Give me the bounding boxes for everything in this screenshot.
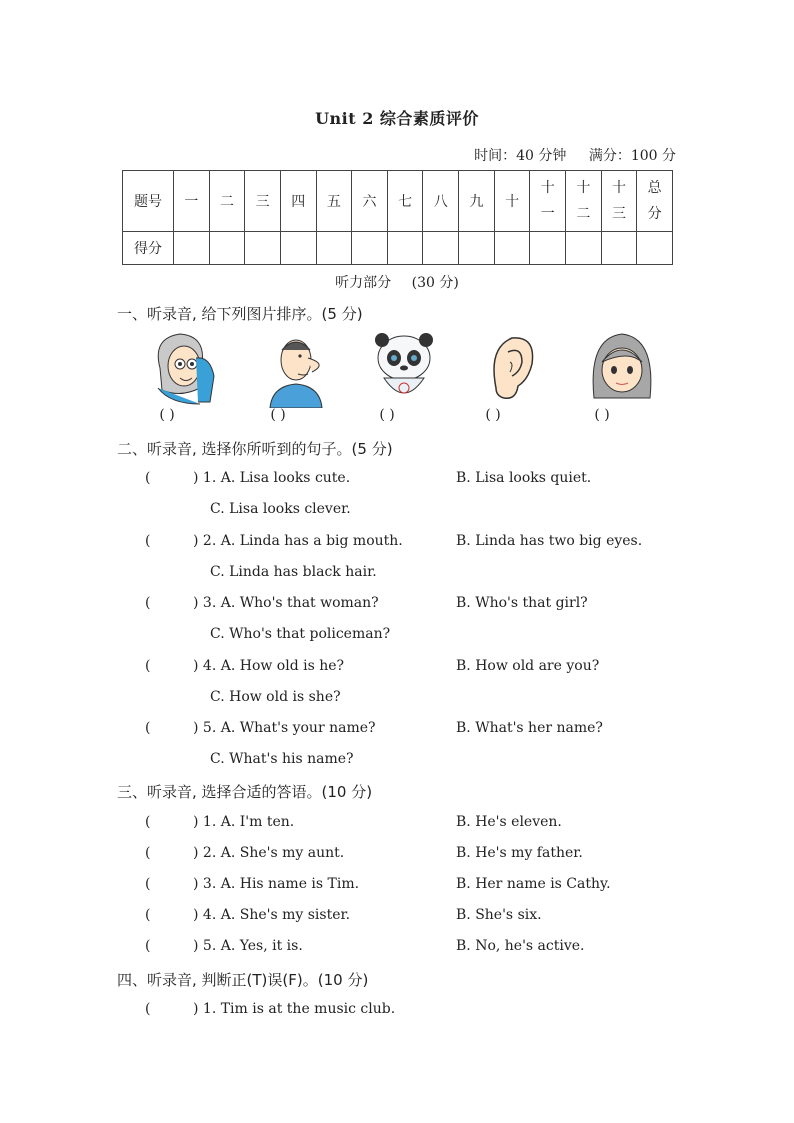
exam-meta [474, 145, 676, 165]
col-10: 十 [494, 171, 530, 232]
question-item: ( ) 5. A. Yes, it is. [145, 938, 303, 954]
question-item: ( ) 2. A. She's my aunt. [145, 845, 345, 861]
option-b: B. Her name is Cathy. [456, 876, 611, 892]
row-label-question-number: 题号 [123, 171, 174, 232]
option-b: B. Linda has two big eyes. [456, 533, 643, 549]
col-6: 六 [352, 171, 388, 232]
question-item: ( ) 5. A. What's your name? [145, 720, 376, 736]
answer-blank[interactable]: ( [145, 658, 151, 674]
panda-mascot-icon [360, 328, 450, 408]
option-c: C. What's his name? [210, 751, 354, 767]
question-item: ( ) 1. Tim is at the music club. [145, 1001, 396, 1017]
question-item: ( ) 4. A. How old is he? [145, 658, 345, 674]
answer-blank[interactable]: ( ) [159, 407, 175, 423]
col-12: 十 二 [566, 171, 602, 232]
col-8: 八 [423, 171, 459, 232]
score-cell[interactable] [637, 232, 673, 265]
girl-face-icon [578, 328, 668, 408]
answer-blank[interactable]: ( [145, 533, 151, 549]
question-item: ( ) 2. A. Linda has a big mouth. [145, 533, 403, 549]
question-item: ( ) 3. A. Who's that woman? [145, 595, 379, 611]
answer-blank[interactable]: ( ) [270, 407, 286, 423]
option-c: C. How old is she? [210, 689, 341, 705]
score-cell[interactable] [280, 232, 316, 265]
girl-pointing-eye-icon [140, 328, 230, 408]
answer-blank[interactable]: ( [145, 470, 151, 486]
col-total: 总 分 [637, 171, 673, 232]
score-cell[interactable] [494, 232, 530, 265]
score-cell[interactable] [459, 232, 495, 265]
option-b: B. He's my father. [456, 845, 583, 861]
col-1: 一 [174, 171, 210, 232]
score-table [122, 170, 673, 265]
page-title: Unit 2 综合素质评价 [315, 109, 479, 128]
score-cell[interactable] [566, 232, 602, 265]
option-b: B. No, he's active. [456, 938, 585, 954]
answer-blank[interactable]: ( [145, 720, 151, 736]
score-cell[interactable] [209, 232, 245, 265]
col-3: 三 [245, 171, 281, 232]
col-9: 九 [459, 171, 495, 232]
row-label-score: 得分 [123, 232, 174, 265]
answer-blank[interactable]: ( [145, 814, 151, 830]
col-2: 二 [209, 171, 245, 232]
option-c: C. Linda has black hair. [210, 564, 377, 580]
listening-header: 听力部分 (30 分) [335, 275, 459, 291]
score-cell[interactable] [530, 232, 566, 265]
col-4: 四 [280, 171, 316, 232]
col-13: 十 三 [601, 171, 637, 232]
score-cell[interactable] [423, 232, 459, 265]
col-5: 五 [316, 171, 352, 232]
question-item: ( ) 1. A. I'm ten. [145, 814, 295, 830]
question-item: ( ) 3. A. His name is Tim. [145, 876, 360, 892]
question-item: ( ) 4. A. She's my sister. [145, 907, 351, 923]
time-limit: 时间：40 分钟 [474, 148, 567, 164]
man-nose-icon [252, 328, 342, 408]
option-b: B. She's six. [456, 907, 542, 923]
answer-blank[interactable]: ( [145, 907, 151, 923]
option-b: B. He's eleven. [456, 814, 562, 830]
answer-blank[interactable]: ( ) [379, 407, 395, 423]
answer-blank[interactable]: ( [145, 938, 151, 954]
score-cell[interactable] [387, 232, 423, 265]
col-11: 十 一 [530, 171, 566, 232]
score-cell[interactable] [601, 232, 637, 265]
ear-icon [466, 328, 556, 408]
full-score: 满分：100 分 [588, 148, 676, 164]
answer-blank[interactable]: ( ) [594, 407, 610, 423]
question-item: ( ) 1. A. Lisa looks cute. [145, 470, 351, 486]
answer-blank[interactable]: ( [145, 845, 151, 861]
answer-blank[interactable]: ( ) [485, 407, 501, 423]
section-3-title: 三、听录音, 选择合适的答语。(10 分) [117, 783, 373, 801]
answer-blank[interactable]: ( [145, 876, 151, 892]
col-7: 七 [387, 171, 423, 232]
score-cell[interactable] [245, 232, 281, 265]
answer-blank[interactable]: ( [145, 1001, 151, 1017]
section-2-title: 二、听录音, 选择你所听到的句子。(5 分) [117, 440, 393, 458]
section-4-title: 四、听录音, 判断正(T)误(F)。(10 分) [117, 971, 369, 989]
score-cell[interactable] [174, 232, 210, 265]
score-cell[interactable] [352, 232, 388, 265]
answer-blank[interactable]: ( [145, 595, 151, 611]
section-1-title: 一、听录音, 给下列图片排序。(5 分) [117, 305, 363, 323]
option-b: B. Who's that girl? [456, 595, 588, 611]
option-c: C. Lisa looks clever. [210, 501, 351, 517]
option-c: C. Who's that policeman? [210, 626, 391, 642]
option-b: B. Lisa looks quiet. [456, 470, 592, 486]
score-cell[interactable] [316, 232, 352, 265]
option-b: B. How old are you? [456, 658, 600, 674]
option-b: B. What's her name? [456, 720, 603, 736]
